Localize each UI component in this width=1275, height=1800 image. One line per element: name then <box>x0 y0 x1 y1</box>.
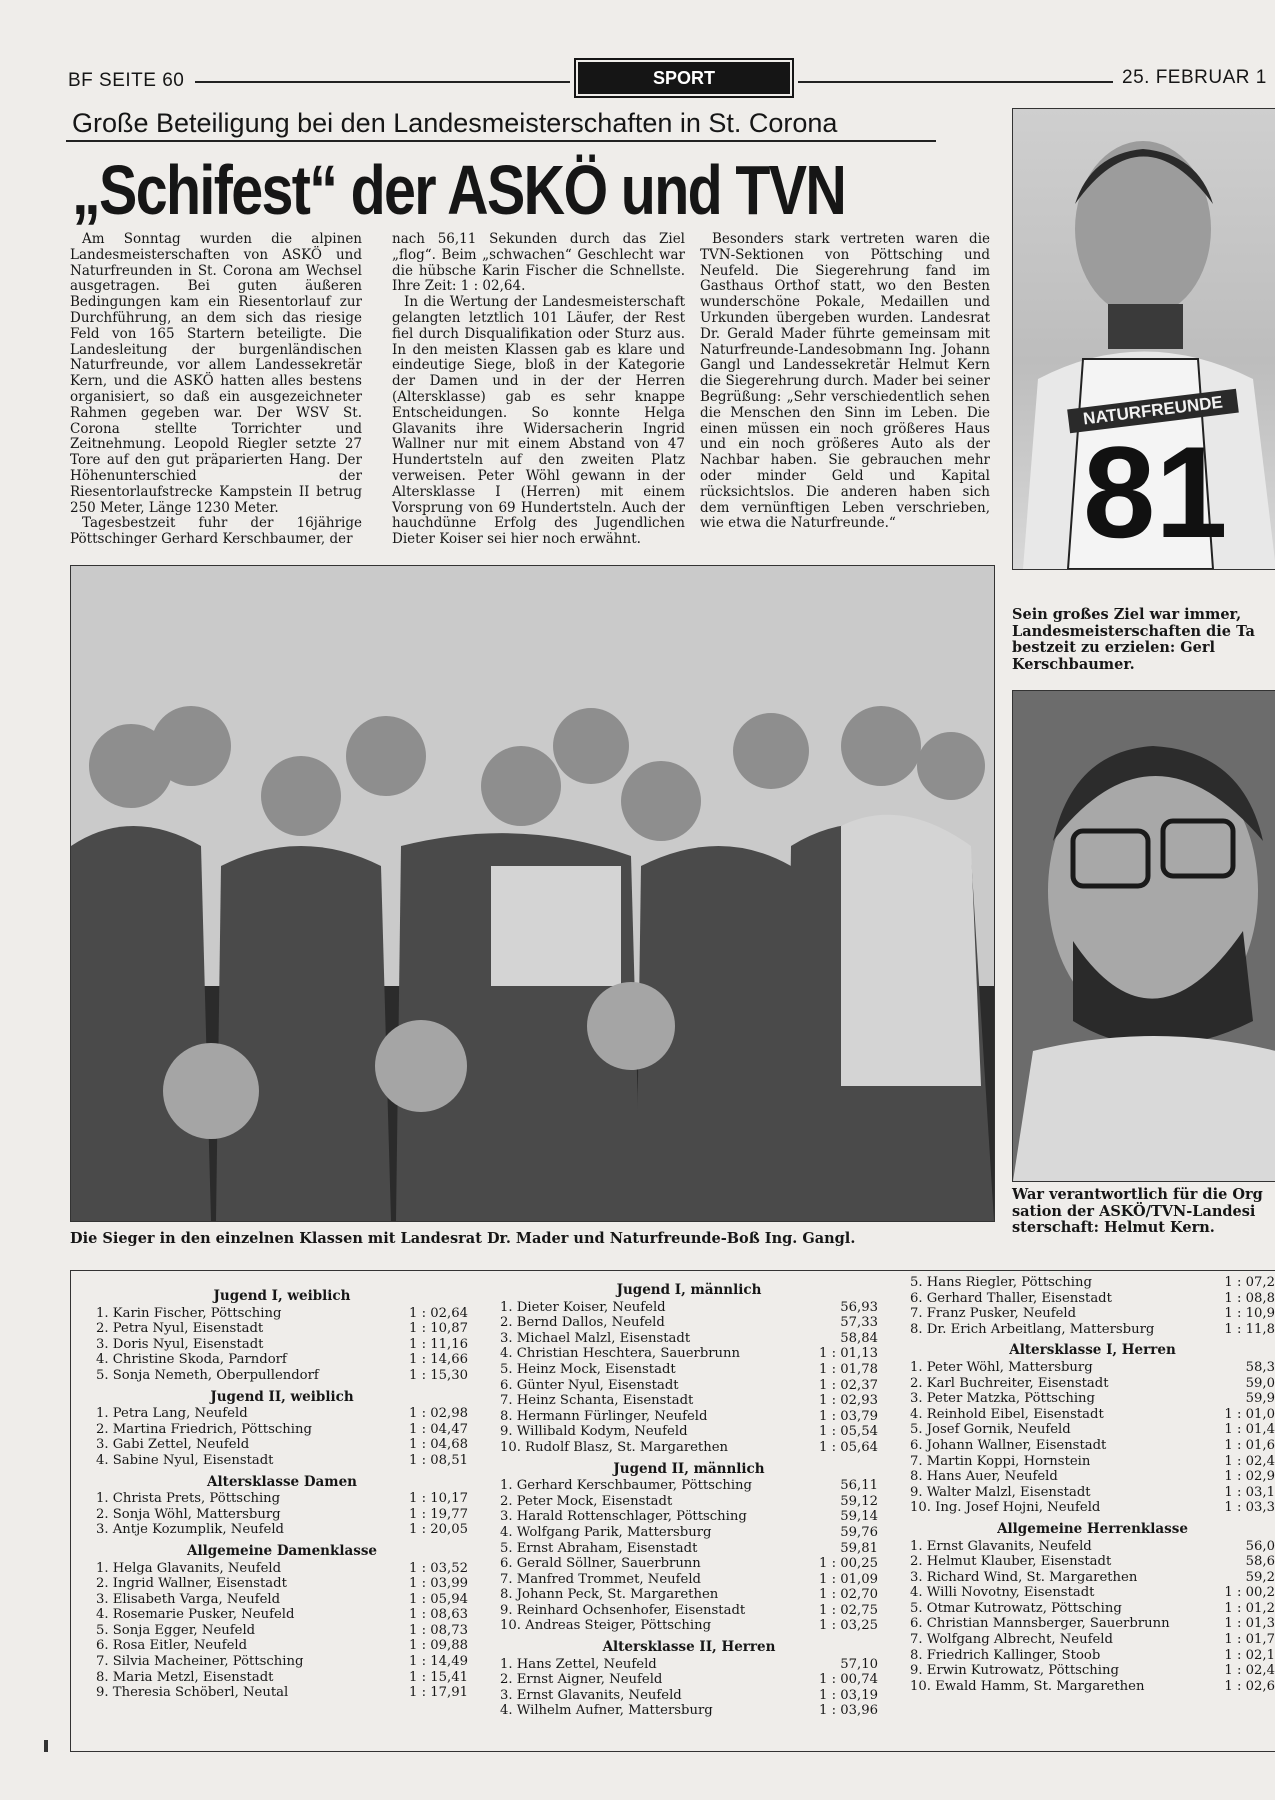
result-row <box>910 1632 1275 1648</box>
result-row <box>910 1438 1275 1454</box>
result-row <box>96 1685 468 1701</box>
result-name: 7. Manfred Trommet, Neufeld <box>500 1571 701 1587</box>
result-row <box>910 1500 1275 1516</box>
result-row <box>910 1376 1275 1392</box>
result-time: 1 : 00,2 <box>1224 1585 1275 1601</box>
result-row <box>500 1331 878 1347</box>
result-time: 1 : 02,9 <box>1224 1469 1275 1485</box>
result-row <box>96 1406 468 1422</box>
result-row <box>910 1360 1275 1376</box>
result-name: 8. Dr. Erich Arbeitlang, Mattersburg <box>910 1321 1155 1337</box>
result-time: 59,14 <box>840 1509 878 1525</box>
result-name: 6. Rosa Eitler, Neufeld <box>96 1638 248 1654</box>
result-row <box>500 1346 878 1362</box>
headline: „Schifest“ der ASKÖ und TVN <box>72 151 846 229</box>
result-row <box>910 1407 1275 1423</box>
result-time: 1 : 04,68 <box>409 1437 468 1453</box>
result-time: 1 : 03,1 <box>1224 1484 1275 1500</box>
result-row <box>910 1306 1275 1322</box>
result-name: 3. Elisabeth Varga, Neufeld <box>96 1591 281 1607</box>
result-name: 2. Karl Buchreiter, Eisenstadt <box>910 1375 1109 1391</box>
result-row <box>500 1362 878 1378</box>
article-column-3 <box>700 232 990 532</box>
result-row <box>500 1393 878 1409</box>
result-name: 3. Ernst Glavanits, Neufeld <box>500 1687 682 1703</box>
result-row <box>500 1541 878 1557</box>
result-name: 9. Theresia Schöberl, Neutal <box>96 1685 289 1701</box>
results-category-title: Jugend II, weiblich <box>210 1388 354 1405</box>
result-row <box>96 1592 468 1608</box>
result-time: 1 : 14,49 <box>409 1654 468 1670</box>
result-row <box>910 1485 1275 1501</box>
result-row <box>910 1391 1275 1407</box>
result-name: 6. Gerhard Thaller, Eisenstadt <box>910 1290 1112 1306</box>
result-row <box>500 1688 878 1704</box>
result-name: 2. Peter Mock, Eisenstadt <box>500 1493 673 1509</box>
result-name: 1. Helga Glavanits, Neufeld <box>96 1560 282 1576</box>
result-name: 6. Gerald Söllner, Sauerbrunn <box>500 1556 701 1572</box>
result-time: 1 : 02,75 <box>819 1602 878 1618</box>
result-time: 1 : 07,2 <box>1224 1275 1275 1290</box>
result-name: 6. Christian Mannsberger, Sauerbrunn <box>910 1616 1170 1632</box>
result-name: 8. Johann Peck, St. Margarethen <box>500 1587 719 1603</box>
result-name: 1. Dieter Koiser, Neufeld <box>500 1299 666 1315</box>
result-name: 1. Karin Fischer, Pöttsching <box>96 1305 282 1321</box>
result-time: 57,10 <box>840 1656 878 1672</box>
result-time: 1 : 03,52 <box>409 1560 468 1576</box>
result-time: 1 : 14,66 <box>409 1352 468 1368</box>
result-time: 59,2 <box>1245 1569 1275 1585</box>
result-row <box>96 1306 468 1322</box>
result-time: 1 : 19,77 <box>409 1506 468 1522</box>
result-time: 1 : 01,7 <box>1224 1632 1275 1648</box>
results-column-3 <box>910 1275 1275 1694</box>
group-caption: Die Sieger in den einzelnen Klassen mit Landesrat Dr. Mader und Naturfreunde-Boß Ing. Gangl. <box>70 1230 856 1247</box>
result-name: 4. Wilhelm Aufner, Mattersburg <box>500 1703 713 1719</box>
result-name: 8. Hermann Fürlinger, Neufeld <box>500 1408 708 1424</box>
result-time: 1 : 10,87 <box>409 1321 468 1337</box>
result-time: 1 : 00,25 <box>819 1556 878 1572</box>
result-time: 1 : 02,64 <box>409 1305 468 1321</box>
issue-date: 25. FEBRUAR 1 <box>1122 67 1267 88</box>
result-row <box>96 1654 468 1670</box>
result-row <box>500 1572 878 1588</box>
result-name: 5. Ernst Abraham, Eisenstadt <box>500 1540 698 1556</box>
result-row <box>96 1561 468 1577</box>
result-time: 1 : 11,8 <box>1224 1321 1275 1337</box>
result-name: 1. Hans Zettel, Neufeld <box>500 1656 657 1672</box>
page-number: BF SEITE 60 <box>68 70 185 91</box>
result-row <box>96 1368 468 1384</box>
result-time: 58,6 <box>1245 1554 1275 1570</box>
result-name: 7. Martin Koppi, Hornstein <box>910 1453 1091 1469</box>
article-column-2 <box>392 232 685 548</box>
result-time: 59,0 <box>1245 1375 1275 1391</box>
result-row <box>500 1478 878 1494</box>
result-time: 1 : 03,96 <box>819 1703 878 1719</box>
result-row <box>96 1352 468 1368</box>
result-name: 4. Willi Novotny, Eisenstadt <box>910 1585 1095 1601</box>
result-row <box>96 1576 468 1592</box>
result-name: 2. Ernst Aigner, Neufeld <box>500 1672 663 1688</box>
result-row <box>96 1507 468 1523</box>
result-name: 8. Friedrich Kallinger, Stoob <box>910 1647 1101 1663</box>
result-name: 8. Hans Auer, Neufeld <box>910 1469 1058 1485</box>
result-name: 2. Martina Friedrich, Pöttsching <box>96 1421 312 1437</box>
result-row <box>96 1422 468 1438</box>
result-time: 1 : 01,13 <box>819 1346 878 1362</box>
result-time: 1 : 05,64 <box>819 1439 878 1455</box>
result-name: 3. Gabi Zettel, Neufeld <box>96 1437 250 1453</box>
result-name: 4. Christine Skoda, Parndorf <box>96 1352 287 1368</box>
result-row <box>500 1409 878 1425</box>
result-row <box>500 1657 878 1673</box>
result-row <box>910 1648 1275 1664</box>
result-row <box>500 1509 878 1525</box>
result-row <box>910 1322 1275 1338</box>
result-name: 5. Josef Gornik, Neufeld <box>910 1422 1071 1438</box>
result-row <box>500 1494 878 1510</box>
result-name: 9. Willibald Kodym, Neufeld <box>500 1424 688 1440</box>
portrait-illustration <box>1013 691 1275 1181</box>
result-name: 4. Christian Heschtera, Sauerbrunn <box>500 1346 741 1362</box>
result-row <box>96 1337 468 1353</box>
result-time: 1 : 00,74 <box>819 1672 878 1688</box>
result-time: 56,93 <box>840 1299 878 1315</box>
bib-label: NATURFREUNDE <box>1067 389 1239 434</box>
result-name: 4. Rosemarie Pusker, Neufeld <box>96 1607 295 1623</box>
result-name: 7. Silvia Macheiner, Pöttsching <box>96 1654 304 1670</box>
result-time: 1 : 02,98 <box>409 1406 468 1422</box>
result-time: 1 : 08,51 <box>409 1452 468 1468</box>
result-time: 1 : 02,70 <box>819 1587 878 1603</box>
result-time: 1 : 10,17 <box>409 1491 468 1507</box>
result-row <box>96 1491 468 1507</box>
bib-number: 81 <box>1083 419 1228 565</box>
racer-caption: Sein großes Ziel war immer, Landesmeisterschaften die Ta bestzeit zu erzielen: Gerl Kerschbaumer. <box>1012 606 1255 673</box>
result-time: 1 : 20,05 <box>409 1522 468 1538</box>
result-row <box>910 1585 1275 1601</box>
article-column-1 <box>70 232 362 548</box>
result-row <box>910 1422 1275 1438</box>
result-name: 3. Michael Malzl, Eisenstadt <box>500 1330 691 1346</box>
result-time: 1 : 02,93 <box>819 1393 878 1409</box>
result-row <box>500 1618 878 1634</box>
result-time: 1 : 01,09 <box>819 1571 878 1587</box>
result-name: 7. Franz Pusker, Neufeld <box>910 1306 1077 1322</box>
result-row <box>910 1570 1275 1586</box>
result-name: 5. Heinz Mock, Eisenstadt <box>500 1361 676 1377</box>
paragraph: nach 56,11 Sekunden durch das Ziel „flog“. Beim „schwachen“ Geschlecht war die hübsche Karin Fischer die Schnellste. Ihre Zeit: 1 : 02,64. <box>392 231 685 295</box>
result-name: 2. Ingrid Wallner, Eisenstadt <box>96 1576 287 1592</box>
result-name: 2. Bernd Dallos, Neufeld <box>500 1315 665 1331</box>
result-time: 1 : 01,2 <box>1224 1600 1275 1616</box>
result-name: 9. Walter Malzl, Eisenstadt <box>910 1484 1091 1500</box>
result-time: 1 : 01,3 <box>1224 1616 1275 1632</box>
results-category-title: Altersklasse I, Herren <box>1009 1342 1176 1359</box>
result-name: 5. Otmar Kutrowatz, Pöttsching <box>910 1600 1122 1616</box>
result-time: 1 : 15,41 <box>409 1669 468 1685</box>
result-time: 1 : 01,4 <box>1224 1422 1275 1438</box>
result-name: 2. Helmut Klauber, Eisenstadt <box>910 1554 1112 1570</box>
result-row <box>500 1703 878 1719</box>
result-row <box>910 1275 1275 1291</box>
section-label: SPORT <box>578 62 790 94</box>
result-row <box>96 1522 468 1538</box>
result-row <box>96 1638 468 1654</box>
results-column-1 <box>96 1283 468 1701</box>
result-row <box>910 1554 1275 1570</box>
result-time: 1 : 10,9 <box>1224 1306 1275 1322</box>
results-category-title: Allgemeine Herrenklasse <box>997 1520 1188 1537</box>
result-name: 1. Petra Lang, Neufeld <box>96 1406 248 1422</box>
result-time: 57,33 <box>840 1315 878 1331</box>
result-time: 1 : 05,54 <box>819 1424 878 1440</box>
header-rule-right <box>798 81 1113 83</box>
result-row <box>500 1315 878 1331</box>
result-name: 4. Sabine Nyul, Eisenstadt <box>96 1452 274 1468</box>
result-row <box>96 1623 468 1639</box>
result-time: 59,9 <box>1245 1391 1275 1407</box>
result-row <box>500 1378 878 1394</box>
result-time: 58,84 <box>840 1330 878 1346</box>
result-time: 1 : 01,0 <box>1224 1406 1275 1422</box>
portrait-photo <box>1012 690 1275 1182</box>
result-time: 1 : 03,79 <box>819 1408 878 1424</box>
result-time: 1 : 08,73 <box>409 1622 468 1638</box>
result-name: 10. Ing. Josef Hojni, Neufeld <box>910 1500 1101 1516</box>
result-time: 1 : 02,4 <box>1224 1663 1275 1679</box>
paragraph: In die Wertung der Landesmeisterschaft gelangten letztlich 101 Läufer, der Rest fiel durch Disqualifikation oder Sturz aus. In den meisten Klassen gab es klare und eindeutige Siege, bloß in der Kategorie der Damen und in der der Herren (Altersklasse) gab es sehr knappe Entscheidungen. So konnte Helga Glavanits ihre Widersacherin Ingrid Wallner nur mit einem Abstand von 47 Hundertsteln auf den zweiten Platz verweisen. Peter Wöhl gewann in der Altersklasse I (Herren) mit einem Vorsprung von 69 Hundertsteln. Auch der hauchdünne Erfolg des Jugendlichen Dieter Koiser sei hier noch erwähnt. <box>392 294 685 548</box>
result-name: 9. Erwin Kutrowatz, Pöttsching <box>910 1663 1119 1679</box>
results-category-title: Jugend II, männlich <box>613 1460 765 1477</box>
result-time: 1 : 02,37 <box>819 1377 878 1393</box>
result-time: 56,0 <box>1245 1538 1275 1554</box>
result-name: 7. Heinz Schanta, Eisenstadt <box>500 1393 694 1409</box>
result-row <box>910 1663 1275 1679</box>
result-row <box>96 1437 468 1453</box>
result-name: 3. Harald Rottenschlager, Pöttsching <box>500 1509 747 1525</box>
result-name: 2. Sonja Wöhl, Mattersburg <box>96 1506 281 1522</box>
result-name: 3. Doris Nyul, Eisenstadt <box>96 1336 264 1352</box>
result-name: 10. Rudolf Blasz, St. Margarethen <box>500 1439 729 1455</box>
results-category-title: Altersklasse II, Herren <box>602 1639 776 1656</box>
result-time: 56,11 <box>840 1478 878 1494</box>
result-row <box>910 1616 1275 1632</box>
results-category-title: Jugend I, männlich <box>616 1282 762 1298</box>
result-time: 1 : 05,94 <box>409 1591 468 1607</box>
result-time: 1 : 03,25 <box>819 1618 878 1634</box>
result-name: 1. Christa Prets, Pöttsching <box>96 1491 281 1507</box>
result-name: 3. Antje Kozumplik, Neufeld <box>96 1522 284 1538</box>
group-photo <box>70 565 995 1222</box>
page-mark <box>44 1740 48 1752</box>
result-name: 10. Andreas Steiger, Pöttsching <box>500 1618 712 1634</box>
results-category-title: Allgemeine Damenklasse <box>186 1542 378 1559</box>
result-row <box>910 1291 1275 1307</box>
result-time: 59,76 <box>840 1524 878 1540</box>
portrait-caption: War verantwortlich für die Org sation der ASKÖ/TVN-Landesi sterschaft: Helmut Kern. <box>1012 1186 1263 1236</box>
result-row <box>910 1601 1275 1617</box>
result-name: 6. Günter Nyul, Eisenstadt <box>500 1377 679 1393</box>
result-time: 1 : 03,99 <box>409 1576 468 1592</box>
result-name: 8. Maria Metzl, Eisenstadt <box>96 1669 274 1685</box>
result-time: 1 : 08,8 <box>1224 1290 1275 1306</box>
result-time: 59,81 <box>840 1540 878 1556</box>
result-name: 3. Peter Matzka, Pöttsching <box>910 1391 1095 1407</box>
result-row <box>500 1603 878 1619</box>
result-name: 6. Johann Wallner, Eisenstadt <box>910 1437 1107 1453</box>
result-row <box>910 1454 1275 1470</box>
result-row <box>96 1321 468 1337</box>
result-row <box>500 1440 878 1456</box>
result-name: 5. Hans Riegler, Pöttsching <box>910 1275 1092 1290</box>
result-row <box>910 1539 1275 1555</box>
paragraph: Tagesbestzeit fuhr der 16jährige Pöttschinger Gerhard Kerschbaumer, der <box>70 515 362 548</box>
result-row <box>910 1679 1275 1695</box>
result-time: 1 : 02,6 <box>1224 1678 1275 1694</box>
result-name: 1. Ernst Glavanits, Neufeld <box>910 1538 1092 1554</box>
kicker: Große Beteiligung bei den Landesmeisterschaften in St. Corona <box>72 108 838 138</box>
result-time: 1 : 09,88 <box>409 1638 468 1654</box>
result-time: 1 : 01,78 <box>819 1361 878 1377</box>
kicker-rule <box>66 140 936 142</box>
result-row <box>500 1424 878 1440</box>
result-row <box>500 1587 878 1603</box>
result-row <box>96 1670 468 1686</box>
result-name: 5. Sonja Nemeth, Oberpullendorf <box>96 1367 319 1383</box>
result-name: 10. Ewald Hamm, St. Margarethen <box>910 1678 1145 1694</box>
group-illustration <box>71 566 994 1221</box>
racer-photo <box>1012 108 1275 570</box>
paragraph: Am Sonntag wurden die alpinen Landesmeisterschaften von ASKÖ und Naturfreunden in St. Corona am Wechsel ausgetragen. Bei guten äußeren Bedingungen kam ein Riesentorlauf zur Durchführung, an dem sich das riesige Feld von 165 Startern beteiligte. Die Landesleitung der burgenländischen Naturfreunde, vor allem Landessekretär Kern, und die ASKÖ hatten alles bestens organisiert, so daß ein ausgezeichneter Rahmen gegeben war. Der WSV St. Corona stellte Torrichter und Zeitnehmung. Leopold Riegler setzte 27 Tore auf den gut präparierten Hang. Der Höhenunterschied der Riesentorlaufstrecke Kampstein II betrug 250 Meter, Länge 1230 Meter. <box>70 231 362 516</box>
result-time: 1 : 08,63 <box>409 1607 468 1623</box>
result-row <box>500 1525 878 1541</box>
result-time: 1 : 02,1 <box>1224 1647 1275 1663</box>
result-row <box>500 1672 878 1688</box>
paragraph: Besonders stark vertreten waren die TVN-Sektionen von Pöttsching und Neufeld. Die Siegerehrung fand im Gasthaus Orthof statt, wo den Besten wunderschöne Pokale, Medaillen und Urkunden übergeben wurden. Landesrat Dr. Gerald Mader führte gemeinsam mit Naturfreunde-Landesobmann Ing. Johann Gangl und Landessekretär Helmut Kern die Siegerehrung durch. Mader bei seiner Begrüßung: „Sehr verschiedentlich sehen die Menschen den Sinn im Leben. Die einen müssen ein noch größeres Haus und ein noch größeres Auto als der Nachbar haben. Sie gebrauchen mehr oder minder Geld und Kapital rücksichtslos. Die anderen haben sich dem vernünftigen Leben verschrieben, wie etwa die Naturfreunde.“ <box>700 231 990 532</box>
result-name: 5. Sonja Egger, Neufeld <box>96 1622 256 1638</box>
result-row <box>910 1469 1275 1485</box>
result-row <box>500 1300 878 1316</box>
result-name: 2. Petra Nyul, Eisenstadt <box>96 1321 264 1337</box>
results-category-title: Jugend I, weiblich <box>213 1288 351 1304</box>
result-name: 1. Peter Wöhl, Mattersburg <box>910 1359 1093 1375</box>
result-name: 1. Gerhard Kerschbaumer, Pöttsching <box>500 1478 752 1494</box>
result-time: 1 : 04,47 <box>409 1421 468 1437</box>
result-name: 4. Reinhold Eibel, Eisenstadt <box>910 1406 1104 1422</box>
result-name: 4. Wolfgang Parik, Mattersburg <box>500 1524 712 1540</box>
result-name: 7. Wolfgang Albrecht, Neufeld <box>910 1632 1113 1648</box>
result-name: 9. Reinhard Ochsenhofer, Eisenstadt <box>500 1602 746 1618</box>
result-row <box>500 1556 878 1572</box>
results-category-title: Altersklasse Damen <box>206 1473 357 1490</box>
result-time: 1 : 03,3 <box>1224 1500 1275 1516</box>
result-time: 59,12 <box>840 1493 878 1509</box>
result-row <box>96 1607 468 1623</box>
result-time: 1 : 02,4 <box>1224 1453 1275 1469</box>
result-name: 3. Richard Wind, St. Margarethen <box>910 1569 1138 1585</box>
result-time: 1 : 17,91 <box>409 1685 468 1701</box>
header-rule-left <box>195 81 570 83</box>
result-time: 1 : 15,30 <box>409 1367 468 1383</box>
results-column-2 <box>500 1277 878 1719</box>
result-time: 1 : 11,16 <box>409 1336 468 1352</box>
result-row <box>96 1453 468 1469</box>
result-time: 1 : 03,19 <box>819 1687 878 1703</box>
result-time: 1 : 01,6 <box>1224 1437 1275 1453</box>
result-time: 58,3 <box>1245 1359 1275 1375</box>
